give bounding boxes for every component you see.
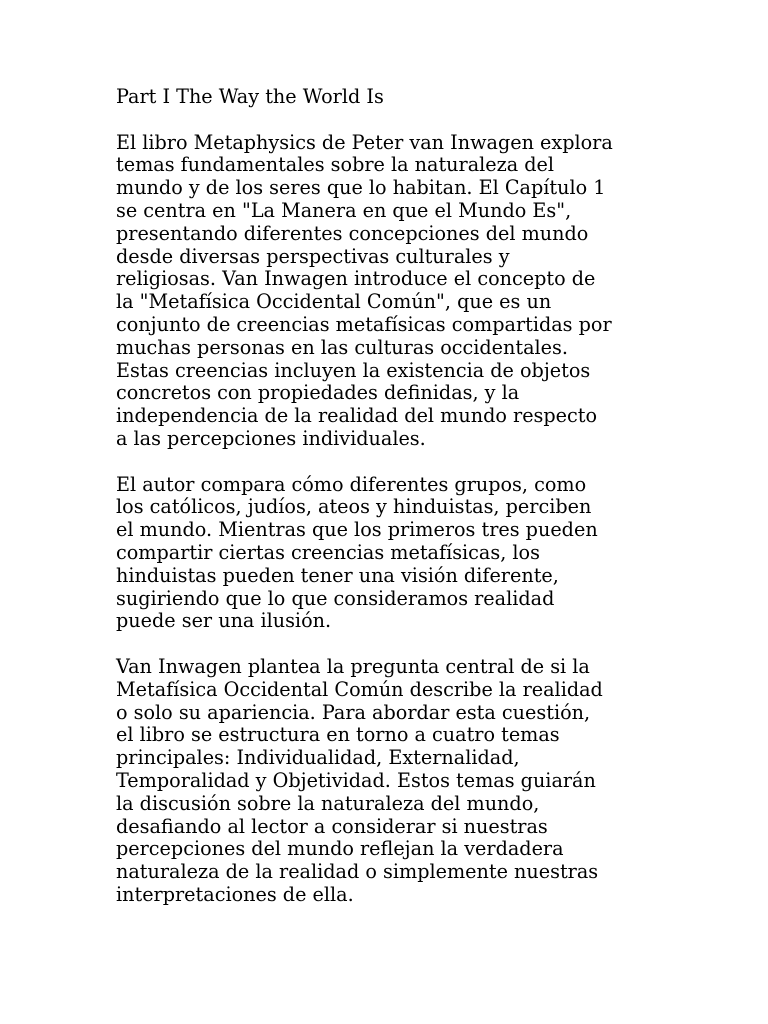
- paragraph-2: El autor compara cómo diferentes grupos, como los católicos, judíos, ateos y hinduistas, perciben el mundo. Mientras que los primeros tres pueden compartir ciertas creencias metafísicas, los hinduistas pueden tener una visión diferente, sugiriendo que lo que consideramos realidad puede ser una ilusión.: [116, 472, 598, 633]
- section-heading: Part I The Way the World Is: [116, 85, 384, 108]
- document-body: [116, 86, 676, 907]
- paragraph-1: El libro Metaphysics de Peter van Inwagen explora temas fundamentales sobre la naturaleza del mundo y de los seres que lo habitan. El Capítulo 1 se centra en "La Manera en que el Mundo Es", presentando diferentes concepciones del mundo desde diversas perspectivas culturales y religiosas. Van Inwagen introduce el concepto de la "Metafísica Occidental Común", que es un conjunto de creencias metafísicas compartidas por muchas personas en las culturas occidentales. Estas creencias incluyen la existencia de objetos concretos con propiedades definidas, y la independencia de la realidad del mundo respecto a las percepciones individuales.: [116, 130, 613, 450]
- paragraph-3: Van Inwagen plantea la pregunta central de si la Metafísica Occidental Común describe la realidad o solo su apariencia. Para abordar esta cuestión, el libro se estructura en torno a cuatro temas principales: Individualidad, Externalidad, Temporalidad y Objetividad. Estos temas guiarán la discusión sobre la naturaleza del mundo, desafiando al lector a considerar si nuestras percepciones del mundo reflejan la verdadera naturaleza de la realidad o simplemente nuestras interpretaciones de ella.: [116, 654, 603, 906]
